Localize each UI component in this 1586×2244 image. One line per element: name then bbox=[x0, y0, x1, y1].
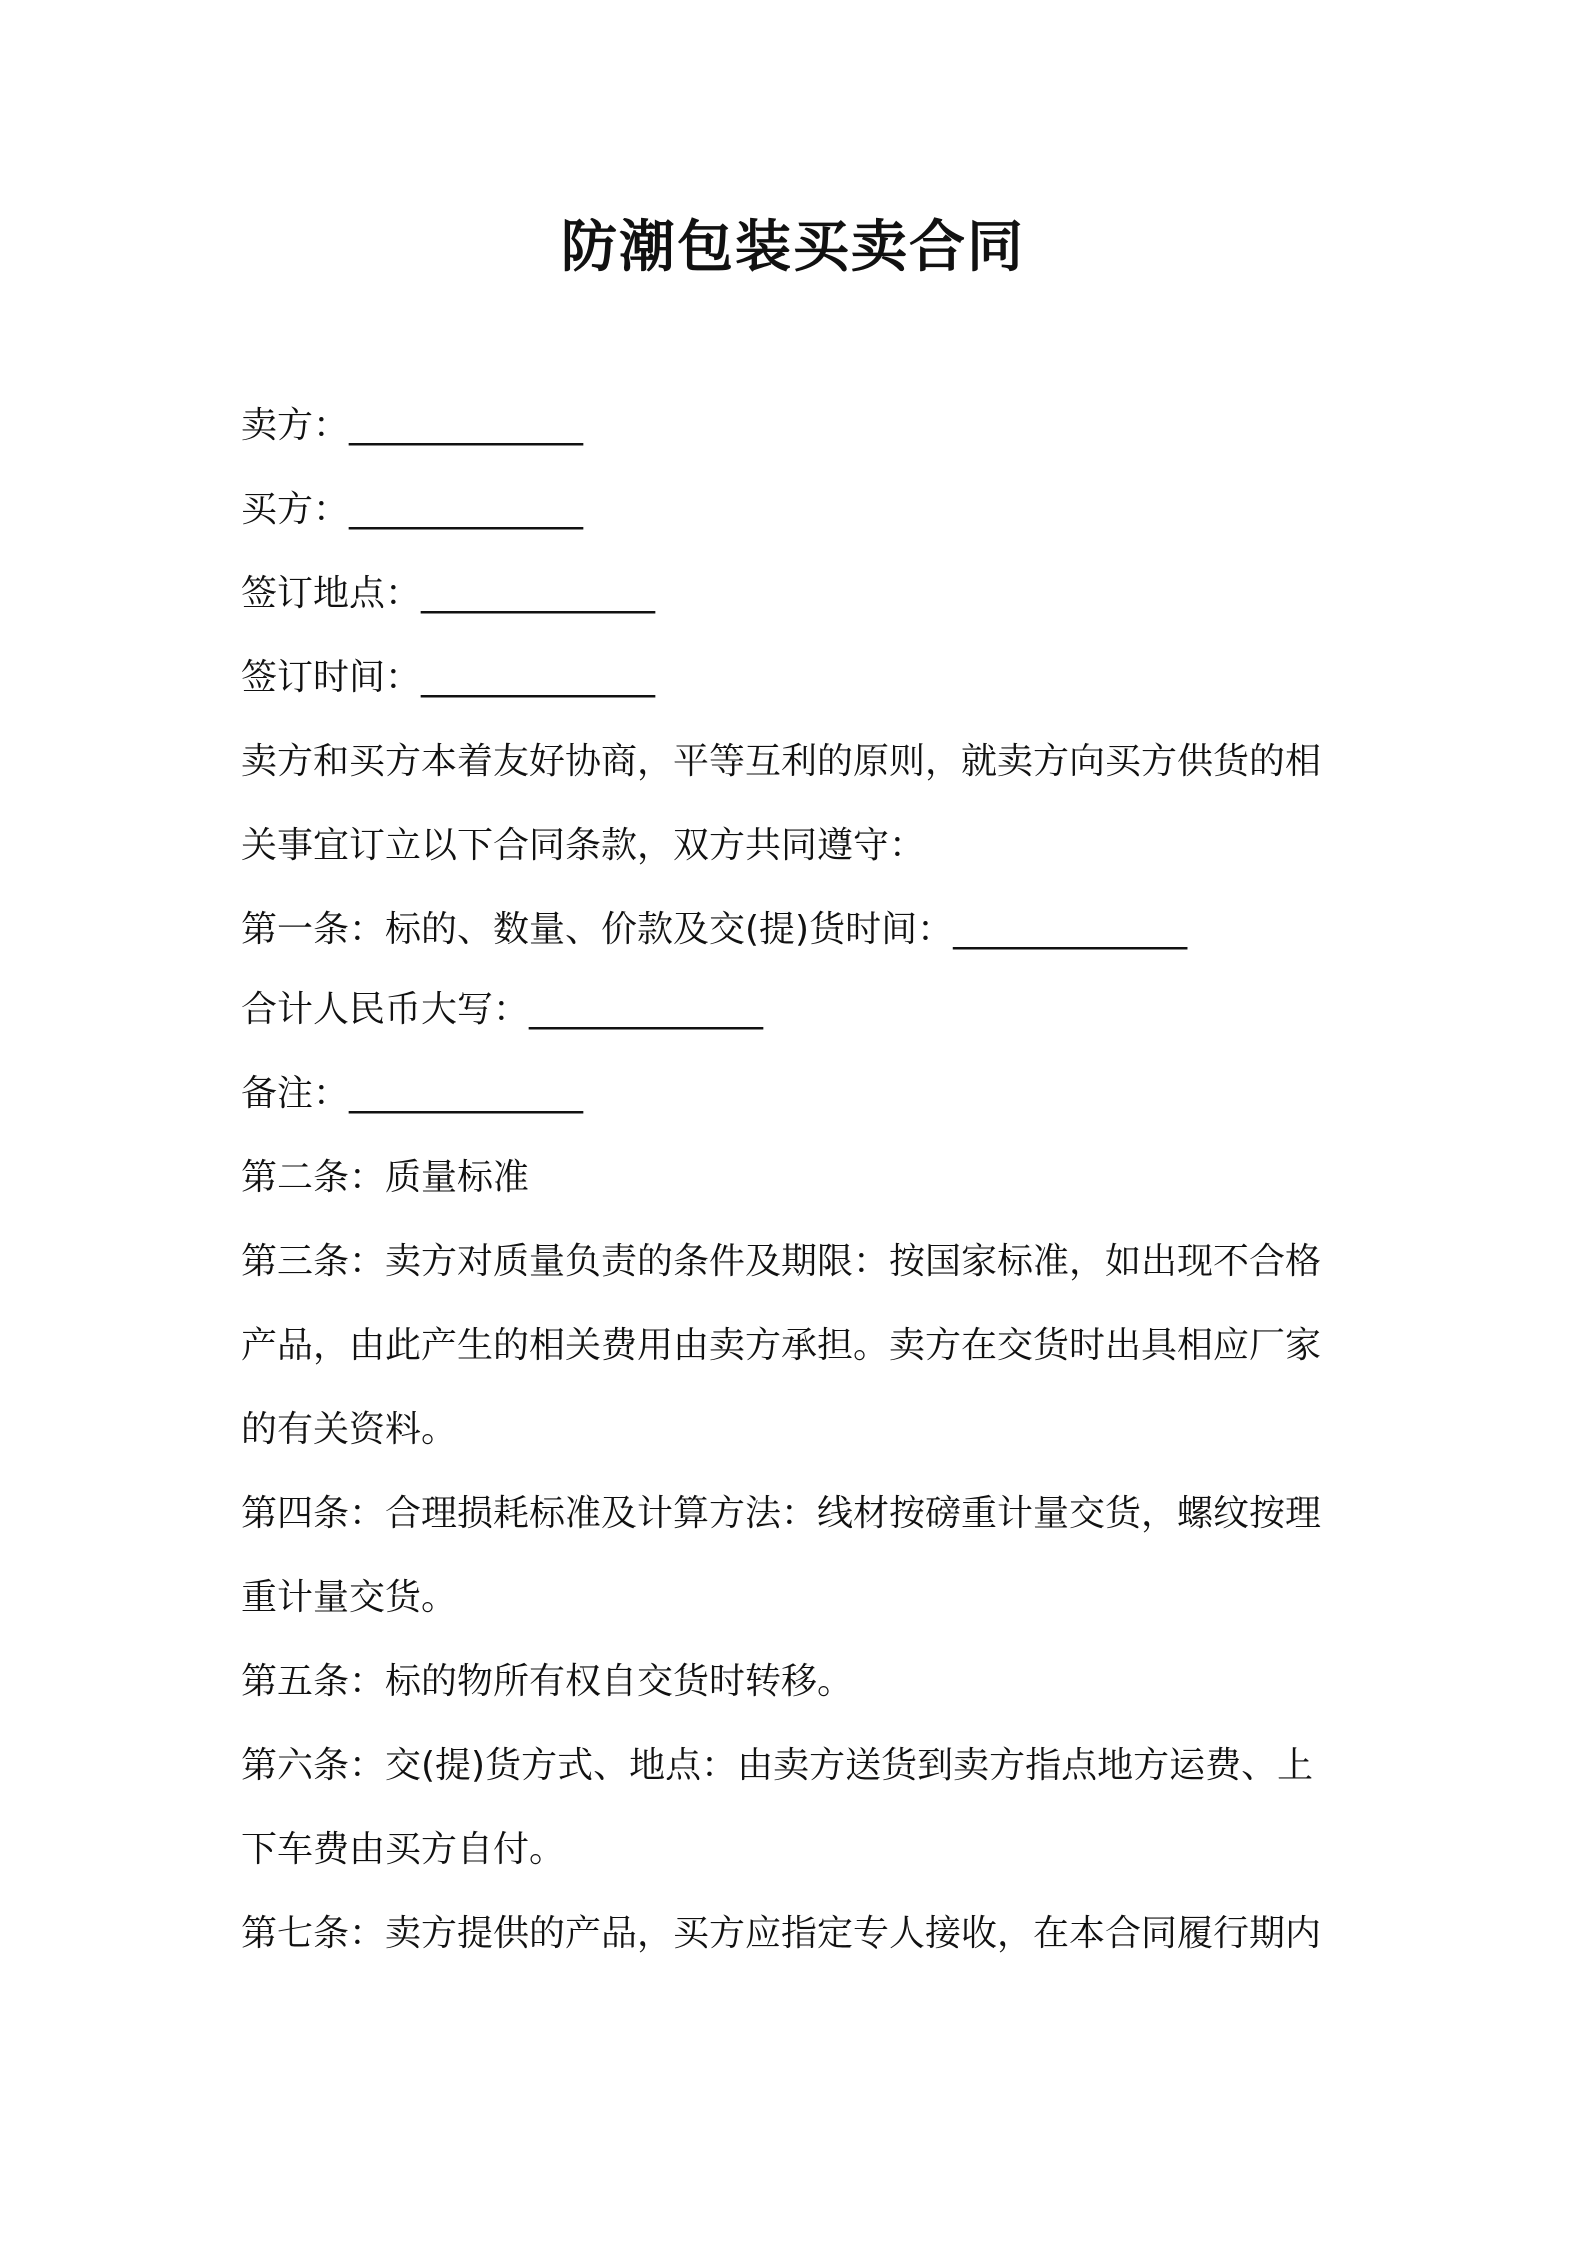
article-6-line-2: 下车费由买方自付。 bbox=[241, 1829, 566, 1870]
signing-time-field: 签订时间：_____________ bbox=[241, 657, 656, 698]
article-2: 第二条：质量标准 bbox=[241, 1157, 530, 1198]
article-4-line-2: 重计量交货。 bbox=[241, 1577, 458, 1618]
document-title: 防潮包装买卖合同 bbox=[561, 215, 1025, 280]
document-body bbox=[241, 400, 1361, 1992]
article-3-line-1: 第三条：卖方对质量负责的条件及期限：按国家标准，如出现不合格 bbox=[241, 1241, 1322, 1282]
article-1: 第一条：标的、数量、价款及交(提)货时间：_____________ bbox=[241, 909, 1188, 950]
article-7-line-1: 第七条：卖方提供的产品，买方应指定专人接收，在本合同履行期内 bbox=[241, 1913, 1322, 1954]
signing-place-field: 签订地点：_____________ bbox=[241, 573, 656, 614]
remarks-field: 备注：_____________ bbox=[241, 1073, 584, 1114]
preamble-line-2: 关事宜订立以下合同条款，双方共同遵守： bbox=[241, 825, 926, 866]
buyer-field: 买方：_____________ bbox=[241, 489, 584, 530]
total-rmb-field: 合计人民币大写：_____________ bbox=[241, 989, 764, 1030]
seller-field: 卖方：_____________ bbox=[241, 405, 584, 446]
article-4-line-1: 第四条：合理损耗标准及计算方法：线材按磅重计量交货，螺纹按理 bbox=[241, 1493, 1322, 1534]
preamble-line-1: 卖方和买方本着友好协商，平等互利的原则，就卖方向买方供货的相 bbox=[241, 741, 1322, 782]
article-6-line-1: 第六条：交(提)货方式、地点：由卖方送货到卖方指点地方运费、上 bbox=[241, 1745, 1314, 1786]
article-3-line-3: 的有关资料。 bbox=[241, 1409, 458, 1450]
article-3-line-2: 产品，由此产生的相关费用由卖方承担。卖方在交货时出具相应厂家 bbox=[241, 1325, 1322, 1366]
article-5: 第五条：标的物所有权自交货时转移。 bbox=[241, 1661, 854, 1702]
